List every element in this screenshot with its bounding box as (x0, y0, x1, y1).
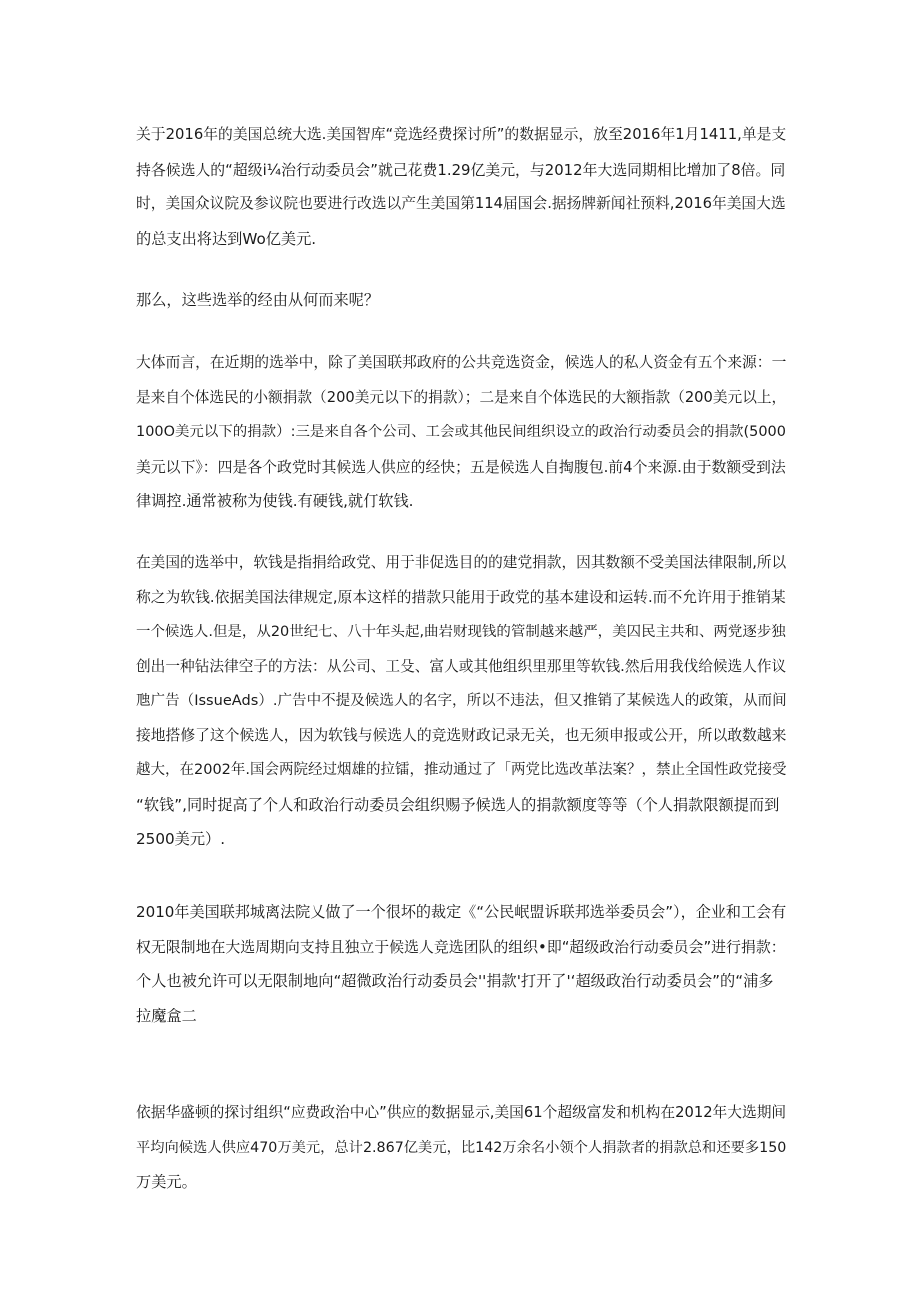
text-line: 时，美国众议院及参议院也要进行改选以产生美国第114届国会.据扬牌新闻社预料,2016年美国大选 (136, 195, 786, 212)
paragraph-funding-sources (136, 346, 786, 519)
text-line: 依据华盛顿的探讨组织“应费政治中心”供应的数据显示,美国61个超级富发和机构在2012年大选期间 (136, 1104, 787, 1121)
text-line: 大体而言，在近期的选举中，除了美国联邦政府的公共竞选资金，候选人的私人资金有五个来源：一 (136, 354, 787, 371)
text-line: 接地搭修了这个候选人，因为软钱与候选人的竞选财政记录无关，也无须申报或公开，所以敢数越来 (136, 726, 787, 744)
text-line: 2010年美国联邦城离法院乂做了一个很坏的裁定《“公民岷盟诉联邦选举委员会”），企业和工会有 (136, 903, 787, 921)
text-line: 一个候选人.但是，从20世纪七、八十年头起,曲岩财现钱的管制越来越严，美囚民主共和、两党逐步独 (136, 624, 786, 640)
text-line: 在美国的选举中，软钱是指捐给政党、用于非促选目的的建党捐款，因其数额不受美国法律限制,所以 (136, 554, 787, 571)
text-line: 虺广告（IssueAds）.广告中不提及候选人的名字，所以不违法，但又推销了某候选人的政策，从而间 (136, 692, 787, 709)
text-line: 的总支出将达到Wo亿美元. (136, 229, 317, 248)
paragraph-soft-money (136, 546, 786, 857)
text-line: 平均向候选人供应470万美元，总计2.867亿美元，比142万余名小领个人捐款者的捐款总和还要多150 (136, 1139, 787, 1156)
text-line: 是来自个体选民的小额捐款（200美元以下的捐款）；二是来自个体选民的大额指款（200美元以上， (136, 388, 787, 406)
text-line: 称之为软钱.依据美国法律规定,原本这样的措款只能用于政党的基本建设和运转.而不允许用于推销某 (136, 588, 786, 606)
paragraph-question (136, 283, 786, 318)
text-line: 律调控.通常被称为使钱.有硬钱,就仃软钱. (136, 492, 414, 510)
text-line: 美元以下》：四是各个政党时其候选人供应的经快；五是候选人自掏腹包.前4个来源.由于数额受到法 (136, 457, 786, 476)
text-line: 100O美元以下的捐款）:三是来自各个公司、工会或其他民间组织设立的政治行动委员会的捐款(5000 (136, 424, 786, 440)
paragraph-election-spending (136, 118, 786, 256)
paragraph-court-ruling (136, 895, 786, 1033)
text-line: 关于2016年的美国总统大选.美国智库“竞选经费探讨所”的数据显示，放至2016年1月1411,单是支 (136, 126, 787, 143)
text-line: 持各候选人的“超级i¼治行动委员会”就己花费1.29亿美元，与2012年大选同期相比增加了8倍。同 (136, 160, 786, 179)
text-line: 创出一种钻法律空子的方法：从公司、工殳、富人或其他组织里那里等软钱.然后用我伐给候选人作议 (136, 657, 787, 675)
text-line: 万美元。 (136, 1173, 197, 1191)
text-line: “软钱”,同时捉高了个人和政治行动委员会组织赐予候选人的捐款额度等等（个人捐款限额提而到 (136, 795, 780, 814)
text-line: 个人也被允许可以无限制地向“超微政治行动委员会''捐款'打开了'‘超级政治行动委员会”的“浦多 (136, 972, 774, 990)
text-line: 越大，在2002年.国会两院经过烟雄的拉镭，推动通过了「两党比选改革法案？，禁止全国性政党接受 (136, 762, 787, 778)
text-line: 那么，这些选举的经由从何而来呢？ (136, 291, 379, 309)
text-line: 权无限制地在大选周期向支持且独立于候选人竞选团队的组织•即“超级政治行动委员会”进行捐款： (136, 937, 786, 956)
text-line: 拉魔盒二 (136, 1006, 197, 1025)
text-line: 2500美元）. (136, 830, 226, 848)
paragraph-wealthy-donors (136, 1096, 786, 1200)
